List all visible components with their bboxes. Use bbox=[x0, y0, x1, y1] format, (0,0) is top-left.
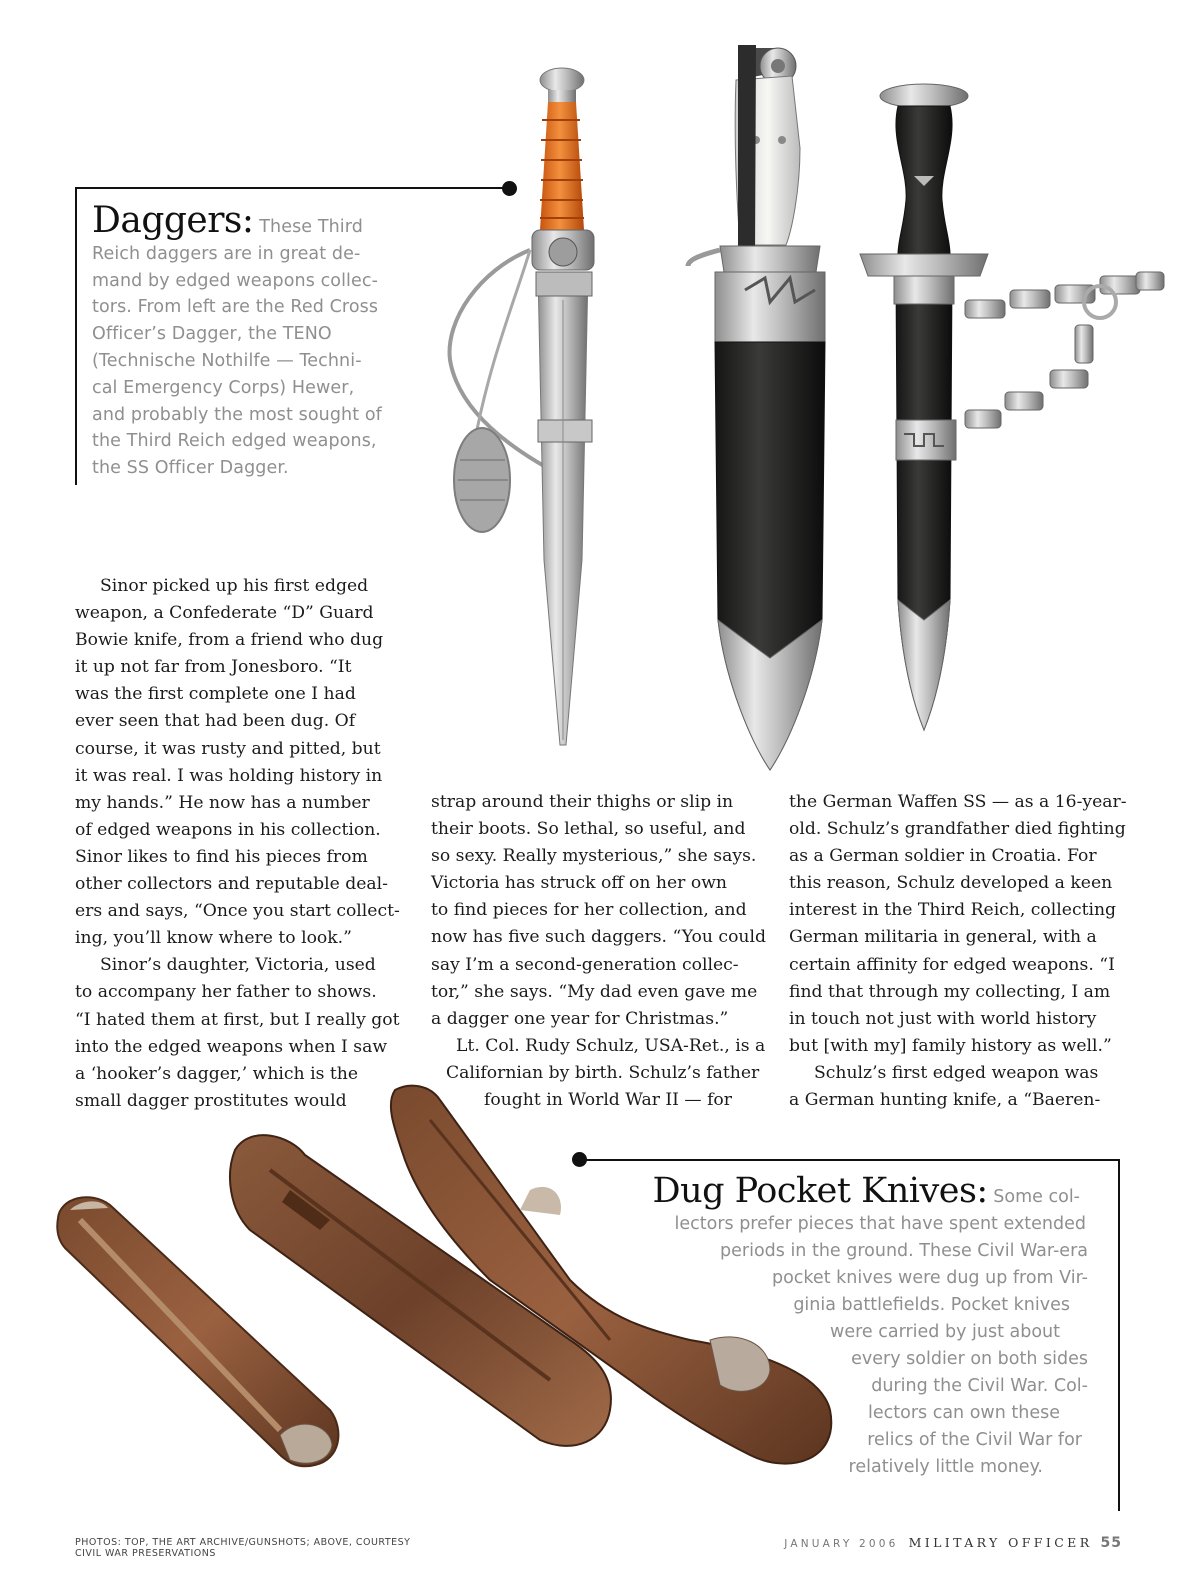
caption-rule-left bbox=[75, 187, 77, 485]
photo-credit-line: CIVIL WAR PRESERVATIONS bbox=[75, 1548, 216, 1559]
text-line: weapon, a Confederate “D” Guard bbox=[75, 603, 374, 624]
article-column-1 bbox=[75, 573, 405, 1115]
caption2-first-line bbox=[560, 1171, 1080, 1211]
issue-date: JANUARY 2006 bbox=[784, 1538, 899, 1550]
text-line: Sinor likes to find his pieces from bbox=[75, 846, 368, 867]
caption-pocket-knives-line: during the Civil War. Col- bbox=[871, 1376, 1088, 1396]
caption-pocket-knives-line: ginia battlefields. Pocket knives bbox=[793, 1295, 1070, 1315]
text-line: a German hunting knife, a “Baeren- bbox=[789, 1090, 1101, 1111]
text-line: to accompany her father to shows. bbox=[75, 982, 377, 1003]
text-line: strap around their thighs or slip in bbox=[431, 792, 734, 812]
text-line: their boots. So lethal, so useful, and bbox=[431, 819, 746, 840]
text-line: other collectors and reputable deal- bbox=[75, 874, 388, 895]
caption-pocket-knives-line: relatively little money. bbox=[848, 1457, 1043, 1477]
caption-pocket-knives-line: lectors can own these bbox=[868, 1403, 1060, 1423]
text-line: Lt. Col. Rudy Schulz, USA-Ret., is a bbox=[456, 1035, 766, 1056]
daggers-photo bbox=[420, 40, 1180, 780]
caption-pocket-knives-line: were carried by just about bbox=[830, 1322, 1060, 1342]
page-number: 55 bbox=[1100, 1535, 1122, 1551]
caption-daggers-line: These Third bbox=[259, 217, 363, 237]
caption-rule-dot bbox=[502, 181, 517, 196]
text-line: this reason, Schulz developed a keen bbox=[789, 873, 1113, 894]
text-line: so sexy. Really mysterious,” she says. bbox=[431, 846, 757, 867]
text-line: old. Schulz’s grandfather died fighting bbox=[789, 819, 1126, 840]
text-line: Sinor picked up his first edged bbox=[100, 576, 369, 596]
caption-pocket-knives-line: Some col- bbox=[993, 1187, 1080, 1207]
caption-rule-top bbox=[75, 187, 510, 189]
caption-pocket-knives-line: lectors prefer pieces that have spent extended bbox=[674, 1214, 1086, 1234]
text-line: but [with my] family history as well.” bbox=[789, 1035, 1112, 1056]
text-line: the German Waffen SS — as a 16-year- bbox=[789, 792, 1127, 812]
caption-pocket-knives-line: pocket knives were dug up from Vir- bbox=[771, 1268, 1088, 1288]
caption-daggers-line: the Third Reich edged weapons, bbox=[92, 431, 377, 452]
text-line: as a German soldier in Croatia. For bbox=[789, 846, 1097, 867]
caption-daggers-line: tors. From left are the Red Cross bbox=[92, 297, 379, 318]
red-cross-dagger bbox=[450, 68, 594, 745]
caption-pocket-knives bbox=[560, 1171, 1090, 1481]
text-line: Victoria has struck off on her own bbox=[431, 873, 727, 894]
caption-daggers bbox=[92, 200, 392, 482]
text-line: now has five such daggers. “You could bbox=[431, 927, 766, 948]
text-line: into the edged weapons when I saw bbox=[75, 1036, 388, 1057]
magazine-name: MILITARY OFFICER bbox=[908, 1535, 1093, 1550]
text-line: it was real. I was holding history in bbox=[75, 765, 383, 786]
caption-daggers-line: cal Emergency Corps) Hewer, bbox=[92, 377, 355, 398]
photo-credit bbox=[75, 1537, 410, 1559]
article-column-2 bbox=[431, 789, 766, 1114]
caption-pocket-knives-line: every soldier on both sides bbox=[851, 1349, 1088, 1369]
text-line: my hands.” He now has a number bbox=[75, 792, 370, 813]
text-line: interest in the Third Reich, collecting bbox=[789, 900, 1117, 921]
text-line: ers and says, “Once you start collect- bbox=[75, 901, 400, 922]
text-line: course, it was rusty and pitted, but bbox=[75, 738, 381, 759]
caption-pocket-knives-title: Dug Pocket Knives: bbox=[652, 1171, 988, 1211]
text-line: find that through my collecting, I am bbox=[789, 981, 1111, 1002]
text-line: tor,” she says. “My dad even gave me bbox=[431, 981, 758, 1002]
text-line: a dagger one year for Christmas.” bbox=[431, 1008, 729, 1029]
caption-daggers-line: the SS Officer Dagger. bbox=[92, 458, 289, 479]
text-line: German militaria in general, with a bbox=[789, 927, 1097, 948]
text-line: small dagger prostitutes would bbox=[75, 1090, 347, 1111]
text-line: “I hated them at first, but I really got bbox=[75, 1009, 400, 1030]
caption-daggers-line: Officer’s Dagger, the TENO bbox=[92, 324, 332, 345]
caption2-rule-right bbox=[1118, 1159, 1120, 1511]
text-line: to find pieces for her collection, and bbox=[431, 900, 747, 921]
text-line: Bowie knife, from a friend who dug bbox=[75, 630, 384, 651]
text-line: a ‘hooker’s dagger,’ which is the bbox=[75, 1063, 358, 1084]
photo-credit-line: PHOTOS: TOP, THE ART ARCHIVE/GUNSHOTS; ABOVE, COURTESY bbox=[75, 1537, 411, 1548]
text-line: it up not far from Jonesboro. “It bbox=[75, 657, 352, 678]
text-line: in touch not just with world history bbox=[789, 1008, 1097, 1029]
text-line: Schulz’s first edged weapon was bbox=[814, 1062, 1099, 1083]
text-line: ever seen that had been dug. Of bbox=[75, 711, 356, 732]
caption-daggers-title: Daggers: bbox=[92, 200, 254, 241]
text-line: certain affinity for edged weapons. “I bbox=[789, 954, 1115, 975]
caption-daggers-line: Reich daggers are in great de- bbox=[92, 243, 361, 264]
caption-daggers-line: mand by edged weapons collec- bbox=[92, 270, 379, 291]
caption2-rule-top bbox=[580, 1159, 1120, 1161]
text-line: fought in World War II — for bbox=[484, 1090, 732, 1111]
text-line: Californian by birth. Schulz’s father bbox=[446, 1062, 760, 1083]
caption-pocket-knives-line: periods in the ground. These Civil War-era bbox=[720, 1241, 1088, 1261]
ss-officer-dagger bbox=[860, 84, 1164, 730]
text-line: ing, you’ll know where to look.” bbox=[75, 928, 352, 949]
text-line: of edged weapons in his collection. bbox=[75, 819, 381, 840]
text-line: say I’m a second-generation collec- bbox=[431, 954, 739, 975]
article-column-3 bbox=[789, 789, 1129, 1114]
text-line: was the first complete one I had bbox=[75, 684, 356, 705]
text-line: Sinor’s daughter, Victoria, used bbox=[100, 955, 376, 976]
teno-hewer bbox=[688, 45, 825, 770]
caption-daggers-line: and probably the most sought of bbox=[92, 404, 382, 425]
page-folio bbox=[784, 1532, 1122, 1551]
caption-pocket-knives-line: relics of the Civil War for bbox=[867, 1430, 1082, 1450]
caption-daggers-line: (Technische Nothilfe — Techni- bbox=[92, 350, 362, 371]
